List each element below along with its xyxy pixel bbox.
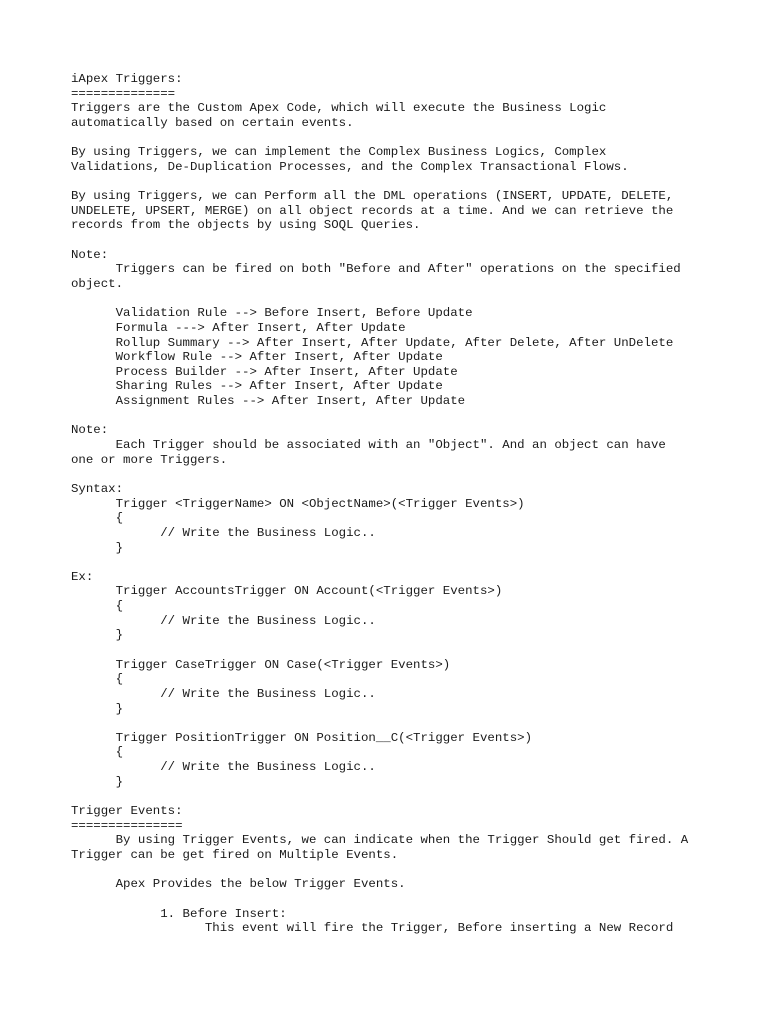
document-line: { [71,511,124,526]
document-line: Trigger CaseTrigger ON Case(<Trigger Events>) [71,657,451,672]
document-line: Trigger can be get fired on Multiple Events. [71,847,399,862]
document-line: Triggers can be fired on both "Before and After" operations on the specified [71,262,681,277]
document-line [71,555,711,570]
document-line: Rollup Summary --> After Insert, After Update, After Delete, After UnDelete [71,335,674,350]
document-line: Assignment Rules --> After Insert, After Update [71,394,466,409]
document-line: Validations, De-Duplication Processes, and the Complex Transactional Flows. [71,159,629,174]
document-line: // Write the Business Logic.. [71,525,376,540]
document-line [71,789,711,804]
document-line: Process Builder --> After Insert, After Update [71,364,458,379]
document-line: // Write the Business Logic.. [71,760,376,775]
document-line: // Write the Business Logic.. [71,686,376,701]
document-line [71,292,711,307]
document-line: Formula ---> After Insert, After Update [71,320,406,335]
document-line: This event will fire the Trigger, Before inserting a New Record [71,921,674,936]
document-line [71,131,711,146]
document-line [71,892,711,907]
document-line: Each Trigger should be associated with an "Object". And an object can have [71,438,666,453]
document-line: } [71,628,124,643]
document-line: { [71,672,124,687]
document-line: By using Triggers, we can Perform all the DML operations (INSERT, UPDATE, DELETE, [71,189,674,204]
document-line: Trigger PositionTrigger ON Position__C(<Trigger Events>) [71,730,533,745]
document-line: Ex: [71,569,94,584]
document-line: Note: [71,423,109,438]
document-line: Triggers are the Custom Apex Code, which will execute the Business Logic [71,101,607,116]
document-line: Trigger <TriggerName> ON <ObjectName>(<Trigger Events>) [71,496,525,511]
document-line [71,467,711,482]
document-line: Trigger AccountsTrigger ON Account(<Trigger Events>) [71,584,503,599]
document-line: =============== [71,818,183,833]
document-line [71,174,711,189]
document-line: Validation Rule --> Before Insert, Before Update [71,306,473,321]
document-line: } [71,540,124,555]
document-line: Sharing Rules --> After Insert, After Update [71,379,443,394]
document-line: Syntax: [71,481,124,496]
document-line: UNDELETE, UPSERT, MERGE) on all object records at a time. And we can retrieve the [71,203,674,218]
document-line: automatically based on certain events. [71,115,354,130]
document-line: 1. Before Insert: [71,906,287,921]
document-line: iApex Triggers: [71,72,183,86]
document-line: By using Trigger Events, we can indicate when the Trigger Should get fired. A [71,833,689,848]
document-line: // Write the Business Logic.. [71,613,376,628]
document-line: Workflow Rule --> After Insert, After Update [71,350,443,365]
document-line: object. [71,276,124,291]
document-line: Note: [71,247,109,262]
document-line [71,716,711,731]
document-line [71,409,711,424]
document-page [71,72,711,936]
document-line: } [71,701,124,716]
document-line [71,233,711,248]
document-line: Apex Provides the below Trigger Events. [71,877,406,892]
document-line: { [71,745,124,760]
document-line [71,643,711,658]
document-line [71,863,711,878]
document-line: Trigger Events: [71,804,183,819]
document-line: one or more Triggers. [71,452,228,467]
document-line: By using Triggers, we can implement the Complex Business Logics, Complex [71,145,607,160]
document-line: ============== [71,86,176,101]
document-line: records from the objects by using SOQL Queries. [71,218,421,233]
document-line: { [71,599,124,614]
document-line: } [71,774,124,789]
